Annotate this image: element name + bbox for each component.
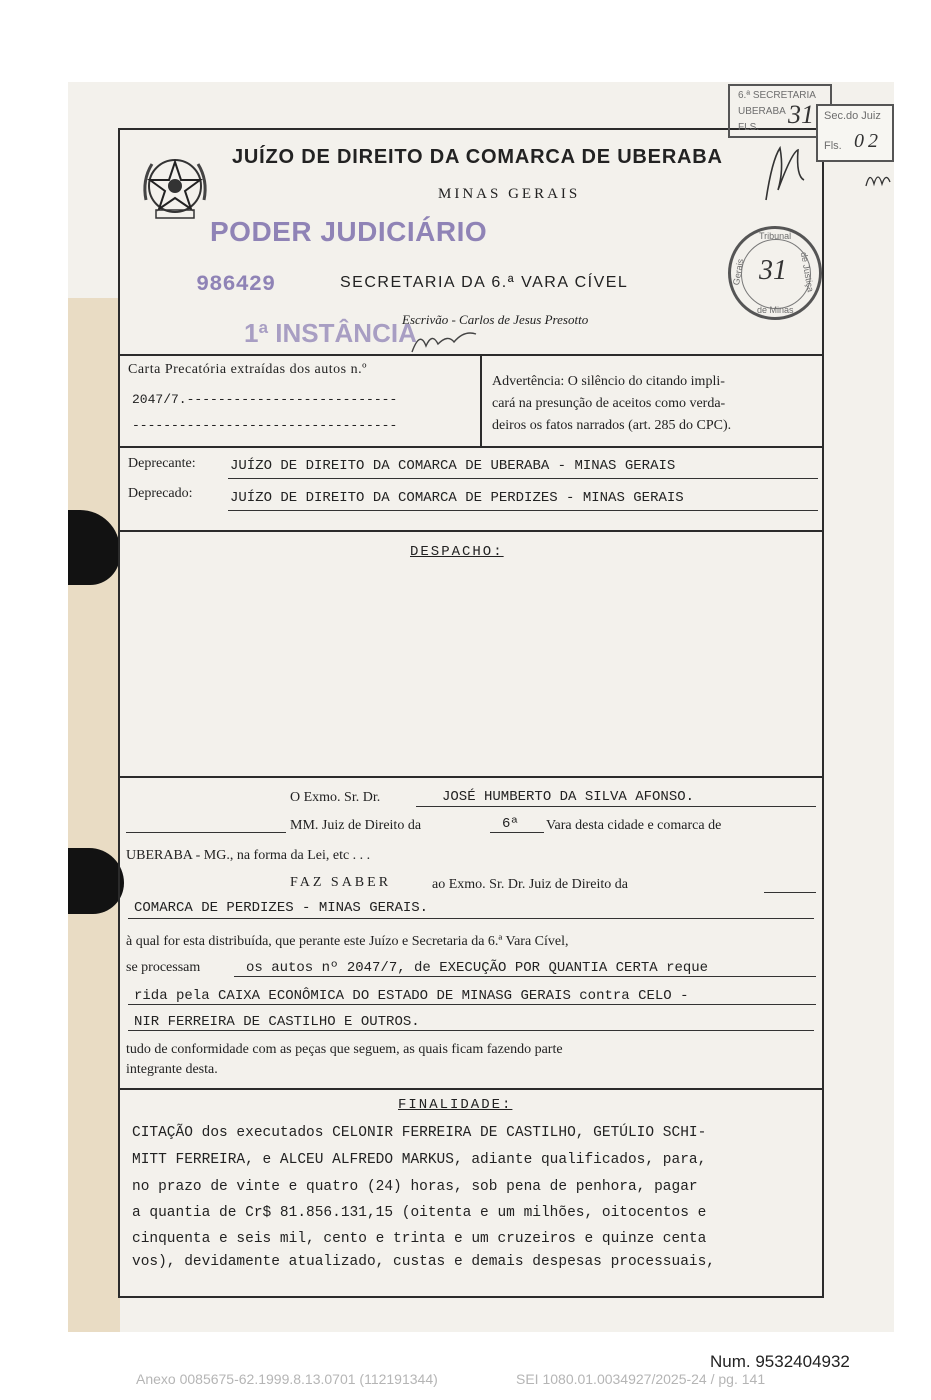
round-stamp-right: de Justiça: [798, 251, 816, 293]
conformidade-line2: integrante desta.: [126, 1062, 218, 1077]
carta-label: Carta Precatória extraídas dos autos n.º: [128, 362, 367, 377]
sec-juiz-label: Sec.do Juiz: [824, 110, 881, 122]
autos-line1: os autos nº 2047/7, de EXECUÇÃO POR QUANTIA CERTA reque: [246, 960, 709, 976]
despacho-title: DESPACHO:: [410, 544, 504, 560]
faz-saber-rest: ao Exmo. Sr. Dr. Juiz de Direito da: [432, 877, 628, 892]
autos-line1-underline: [234, 976, 816, 977]
divider-parties: [118, 530, 824, 532]
vara-number: 6ª: [502, 816, 519, 832]
divider-finalidade: [118, 1088, 824, 1090]
protocol-number-stamp: 986429: [196, 272, 276, 297]
deprecado-value: JUÍZO DE DIREITO DA COMARCA DE PERDIZES - MINAS GERAIS: [230, 490, 684, 506]
document-number: Num. 9532404932: [710, 1352, 850, 1371]
poder-judiciario-stamp: PODER JUDICIÁRIO: [210, 216, 488, 247]
mm-juiz-leading-line: [126, 832, 286, 833]
secretariat-line: SECRETARIA DA 6.ª VARA CÍVEL: [340, 274, 629, 291]
secretaria-stamp-number: 31: [788, 100, 814, 129]
se-processam: se processam: [126, 960, 201, 975]
deprecante-value: JUÍZO DE DIREITO DA COMARCA DE UBERABA - MINAS GERAIS: [230, 458, 676, 474]
vara-number-underline: [490, 832, 544, 833]
document-frame: [118, 128, 824, 1298]
coat-of-arms-icon: [136, 150, 214, 226]
annex-reference: Anexo 0085675-62.1999.8.13.0701 (112191344): [136, 1371, 438, 1387]
deprecado-underline: [228, 510, 818, 511]
deprecante-underline: [228, 478, 818, 479]
finalidade-title: FINALIDADE:: [398, 1097, 513, 1113]
advertencia-line2: cará na presunção de aceitos como verda-: [492, 396, 726, 411]
autos-line3: NIR FERREIRA DE CASTILHO E OUTROS.: [134, 1014, 420, 1030]
sec-juiz-stamp: [816, 104, 894, 162]
court-title: JUÍZO DE DIREITO DA COMARCA DE UBERABA: [232, 146, 723, 168]
vara-suffix: Vara desta cidade e comarca de: [546, 818, 722, 833]
secretaria-stamp-line2: UBERABA: [738, 106, 786, 117]
signature-mark-top: [758, 140, 818, 206]
uberaba-line: UBERABA - MG., na forma da Lei, etc . . .: [126, 848, 371, 863]
deprecado-label: Deprecado:: [128, 486, 193, 501]
secretaria-stamp-fls: FLS.: [738, 122, 760, 133]
finalidade-line: cinquenta e seis mil, cento e trinta e um cruzeiros e quinze centa: [132, 1231, 707, 1247]
round-stamp-left: Gerais: [731, 258, 746, 286]
round-stamp-top: Tribunal: [759, 231, 792, 241]
divider-despacho: [118, 776, 824, 778]
exmo-prefix: O Exmo. Sr. Dr.: [290, 790, 381, 805]
tribunal-round-stamp: [728, 226, 822, 320]
clerk-line: Escrivão - Carlos de Jesus Presotto: [402, 312, 589, 327]
divider-carta: [118, 446, 824, 448]
divider-carta-vertical: [480, 354, 482, 446]
finalidade-line: CITAÇÃO dos executados CELONIR FERREIRA DE CASTILHO, GETÚLIO SCHI-: [132, 1125, 707, 1141]
advertencia-line3: deiros os fatos narrados (art. 285 do CPC).: [492, 418, 732, 433]
faz-saber: FAZ SABER: [290, 875, 392, 890]
round-stamp-number: 31: [759, 255, 787, 286]
instance-stamp: 1ª INSTÂNCIA: [244, 318, 417, 348]
advertencia-line1: Advertência: O silêncio do citando impli-: [492, 374, 725, 389]
judge-name: JOSÉ HUMBERTO DA SILVA AFONSO.: [442, 789, 695, 805]
deprecante-label: Deprecante:: [128, 456, 196, 471]
carta-dashes: ----------------------------------: [132, 418, 398, 433]
faz-saber-underline: [764, 892, 816, 893]
finalidade-line: vos), devidamente atualizado, custas e demais despesas processuais,: [132, 1254, 715, 1270]
carta-number: 2047/7.---------------------------: [132, 392, 398, 407]
page-left-stain: [68, 298, 120, 1332]
judge-name-underline: [416, 806, 816, 807]
signature-mark-instance: [408, 326, 480, 356]
qual-line: à qual for esta distribuída, que perante este Juízo e Secretaria da 6.ª Vara Cível,: [126, 934, 569, 949]
sec-juiz-fls: Fls.: [824, 140, 842, 152]
sec-juiz-number: 02: [854, 130, 882, 152]
comarca-destination: COMARCA DE PERDIZES - MINAS GERAIS.: [134, 900, 429, 916]
autos-line2: rida pela CAIXA ECONÔMICA DO ESTADO DE MINASG GERAIS contra CELO -: [134, 988, 689, 1004]
sei-reference: SEI 1080.01.0034927/2025-24 / pg. 141: [516, 1371, 766, 1387]
finalidade-line: a quantia de Cr$ 81.856.131,15 (oitenta e um milhões, oitocentos e: [132, 1205, 707, 1221]
finalidade-line: MITT FERREIRA, e ALCEU ALFREDO MARKUS, adiante qualificados, para,: [132, 1152, 707, 1168]
mm-juiz-text: MM. Juiz de Direito da: [290, 818, 422, 833]
state-name: MINAS GERAIS: [438, 186, 581, 202]
conformidade-line1: tudo de conformidade com as peças que seguem, as quais ficam fazendo parte: [126, 1042, 563, 1057]
autos-line3-underline: [128, 1030, 814, 1031]
secretaria-stamp-line1: 6.ª SECRETARIA: [738, 90, 816, 101]
autos-line2-underline: [128, 1004, 816, 1005]
signature-mark-margin: [862, 164, 892, 192]
comarca-underline: [128, 918, 814, 919]
finalidade-line: no prazo de vinte e quatro (24) horas, sob pena de penhora, pagar: [132, 1179, 698, 1195]
round-stamp-bottom: de Minas: [757, 305, 794, 315]
